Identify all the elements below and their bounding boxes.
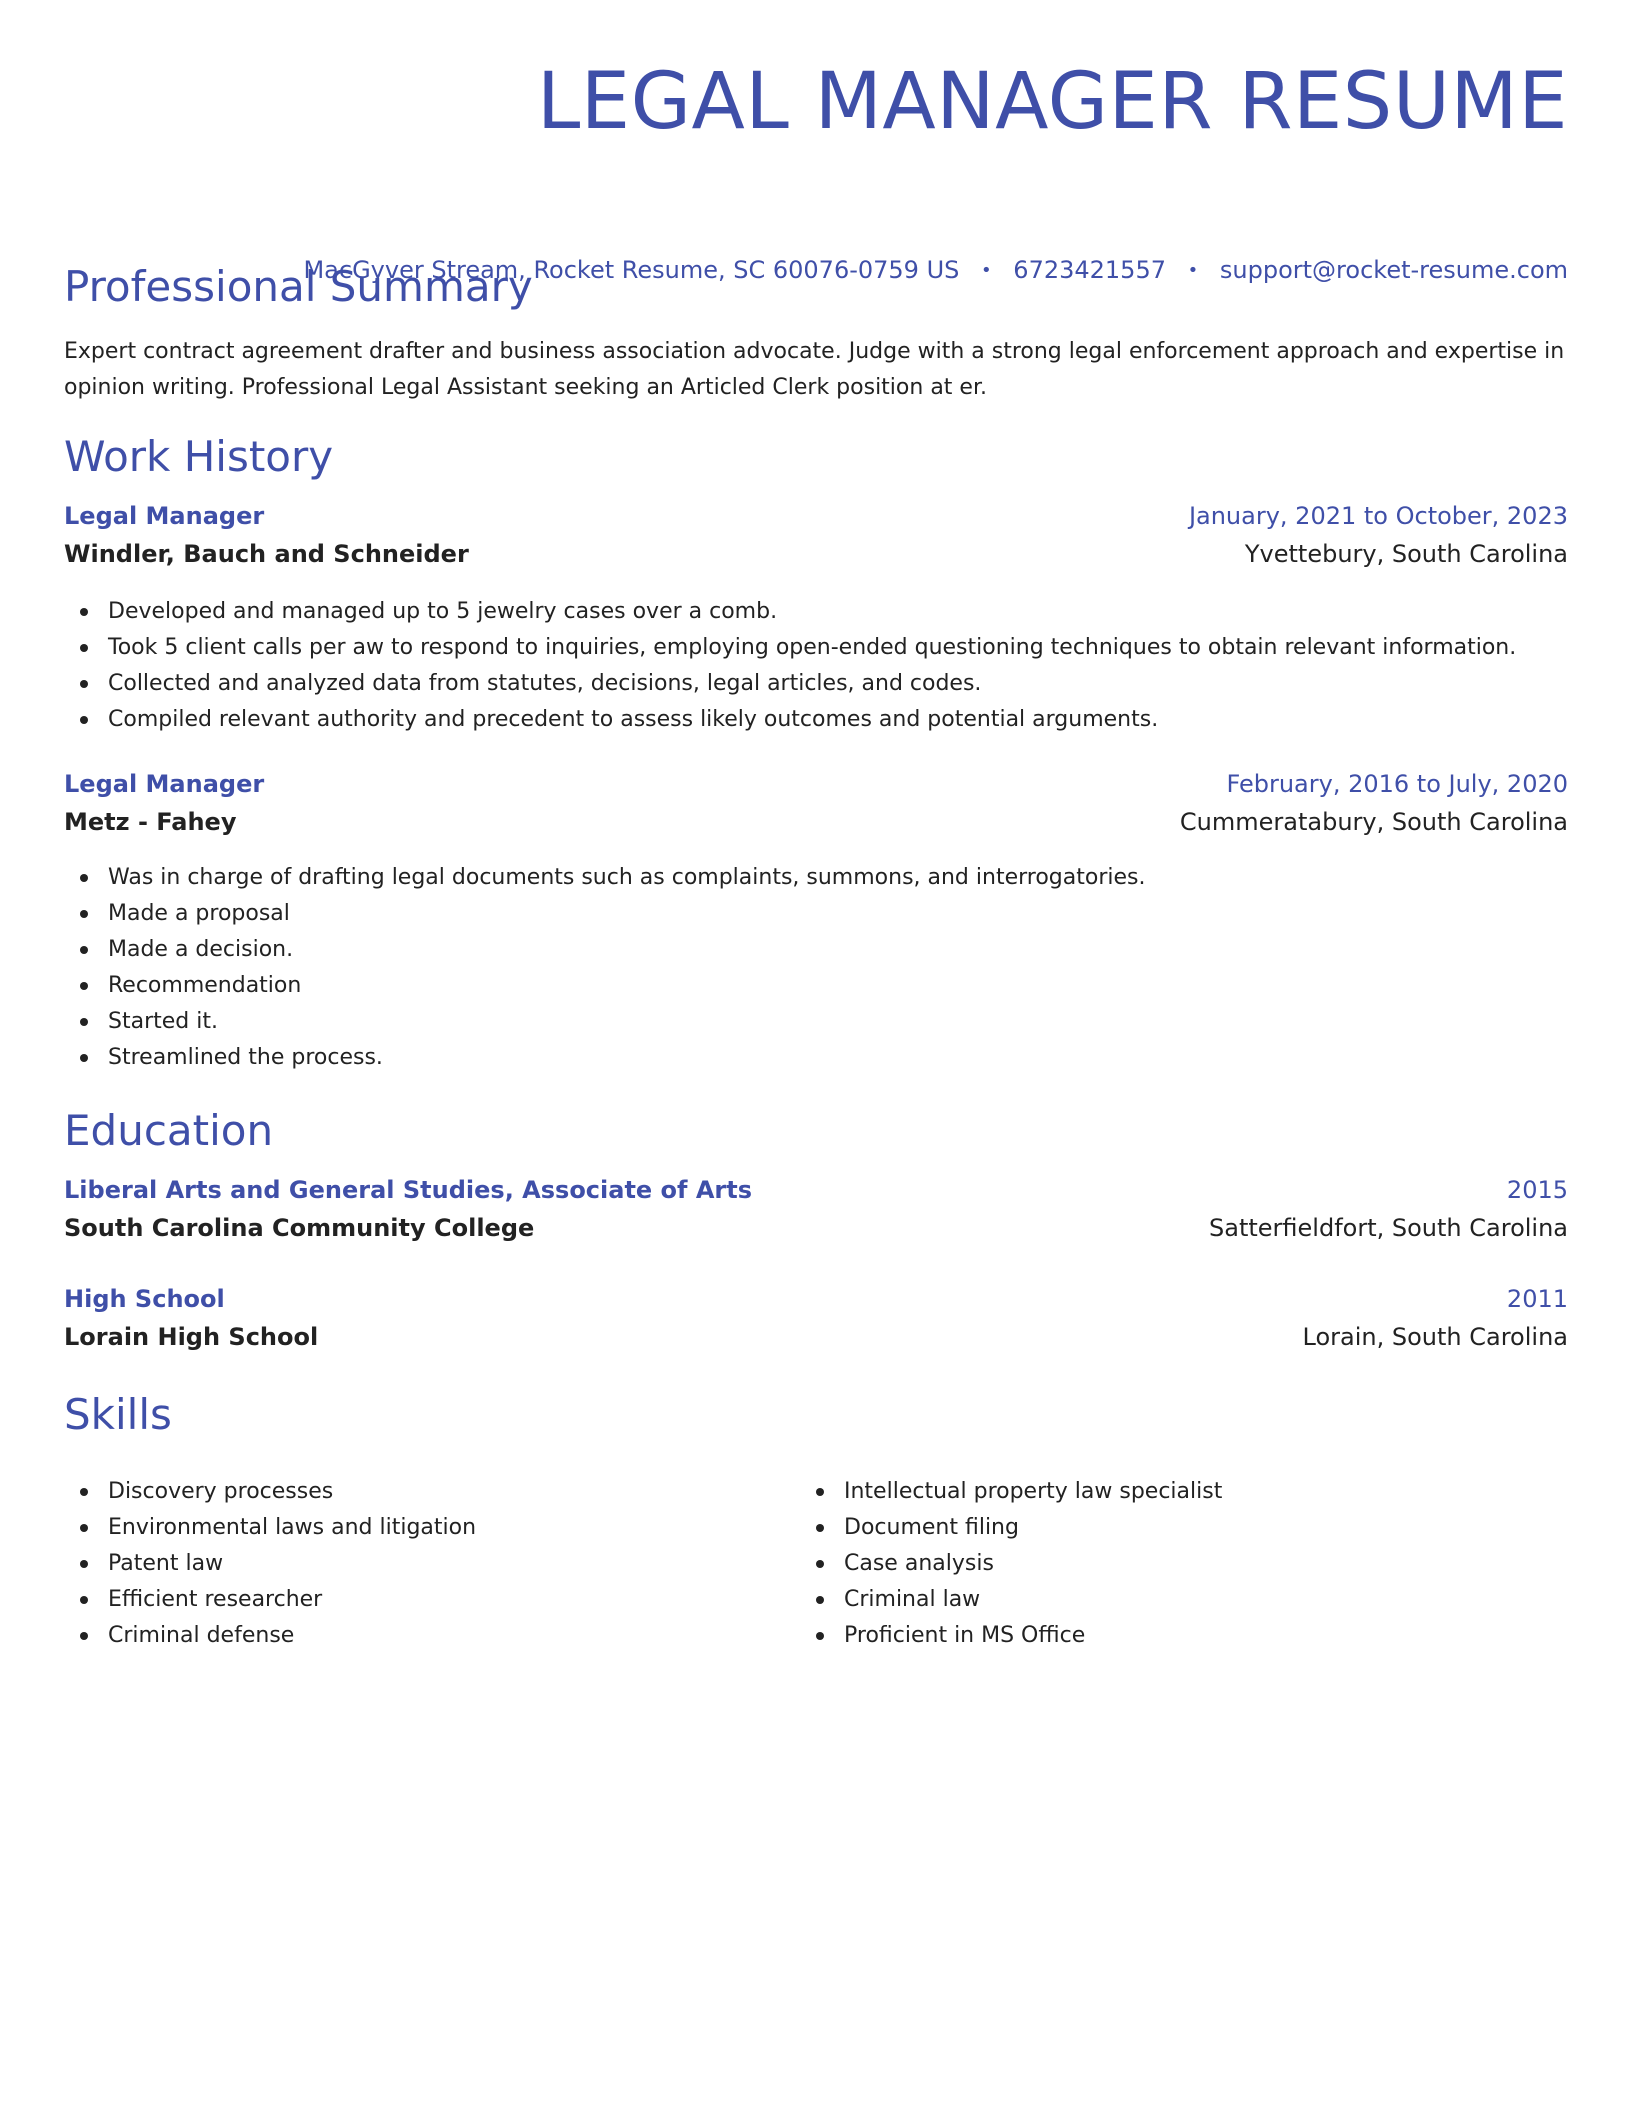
bullet-icon [816,1596,824,1604]
bullet-icon [816,1632,824,1640]
skill-text: Document filing [844,1515,1019,1540]
job-dates: January, 2021 to October, 2023 [1188,502,1568,530]
list-item [800,1582,1500,1618]
resume-title: LEGAL MANAGER RESUME [536,57,1568,147]
bullet-icon [816,1524,824,1532]
bullet-text: Was in charge of drafting legal documents such as complaints, summons, and interrogatories. [108,865,1146,890]
list-item [800,1510,1500,1546]
phone-text: 6723421557 [1013,256,1166,284]
bullet-icon [80,1632,88,1640]
bullet-text: Made a proposal [108,901,290,926]
bullet-icon [816,1488,824,1496]
summary-text: Expert contract agreement drafter and business association advocate. Judge with a strong legal enforcement approach and expertise in opinion writing. Professional Legal Assistant seeking an Articled Clerk position at er. [64,339,1565,400]
bullet-icon [80,680,88,688]
skill-text: Intellectual property law specialist [844,1479,1223,1504]
list-item [64,666,1568,702]
job-entry [64,502,1568,738]
skill-text: Criminal defense [108,1623,295,1648]
contact-separator: • [981,260,992,281]
skill-text: Efficient researcher [108,1587,323,1612]
bullet-icon [80,1054,88,1062]
list-item [64,1510,764,1546]
bullet-icon [80,1488,88,1496]
list-item [800,1618,1500,1654]
section-title-summary: Professional Summary [64,262,533,311]
section-title-education: Education [64,1106,274,1155]
skills-list [64,1474,764,1654]
degree-name: High School [64,1285,225,1313]
list-item [64,860,1568,896]
bullet-icon [80,716,88,724]
bullet-icon [80,608,88,616]
job-company: Metz - Fahey [64,808,237,836]
education-entry [64,1176,1568,1252]
degree-name: Liberal Arts and General Studies, Associate of Arts [64,1176,753,1204]
section-title-skills: Skills [64,1390,172,1439]
list-item [64,1546,764,1582]
bullet-text: Recommendation [108,973,302,998]
skill-text: Environmental laws and litigation [108,1515,477,1540]
list-item [64,968,1568,1004]
bullet-text: Started it. [108,1009,218,1034]
bullet-icon [80,874,88,882]
bullet-icon [80,1560,88,1568]
education-year: 2015 [1506,1176,1568,1204]
bullet-icon [80,644,88,652]
job-location: Yvettebury, South Carolina [1244,540,1568,568]
bullet-icon [80,1524,88,1532]
bullet-icon [80,1018,88,1026]
list-item [800,1474,1500,1510]
skill-text: Proficient in MS Office [844,1623,1086,1648]
job-bullet-list [64,594,1568,738]
list-item [64,1474,764,1510]
bullet-icon [816,1560,824,1568]
list-item [64,702,1568,738]
bullet-text: Collected and analyzed data from statutes, decisions, legal articles, and codes. [108,671,982,696]
bullet-icon [80,982,88,990]
skill-text: Case analysis [844,1551,994,1576]
job-role: Legal Manager [64,770,265,798]
education-year: 2011 [1506,1285,1568,1313]
list-item [64,1040,1568,1076]
list-item [64,1618,764,1654]
education-entry [64,1285,1568,1361]
list-item [64,932,1568,968]
bullet-icon [80,910,88,918]
skills-column-right [800,1474,1500,1654]
skills-list [800,1474,1500,1654]
job-bullet-list [64,860,1568,1076]
section-title-work-history: Work History [64,432,334,481]
job-location: Cummeratabury, South Carolina [1179,808,1568,836]
bullet-text: Took 5 client calls per aw to respond to inquiries, employing open-ended questioning techniques to obtain relevant information. [108,635,1517,660]
skill-text: Criminal law [844,1587,981,1612]
list-item [64,896,1568,932]
resume-page [64,0,1568,1648]
contact-separator: • [1187,260,1199,281]
job-role: Legal Manager [64,502,265,530]
bullet-text: Streamlined the process. [108,1045,383,1070]
bullet-icon [80,1596,88,1604]
bullet-text: Developed and managed up to 5 jewelry cases over a comb. [108,599,778,624]
bullet-text: Made a decision. [108,937,294,962]
bullet-text: Compiled relevant authority and precedent to assess likely outcomes and potential arguments. [108,707,1159,732]
job-dates: February, 2016 to July, 2020 [1226,770,1568,798]
email-link[interactable]: support@rocket-resume.com [1219,256,1568,284]
skill-text: Patent law [108,1551,224,1576]
list-item [64,1582,764,1618]
school-location: Lorain, South Carolina [1302,1323,1568,1351]
list-item [800,1546,1500,1582]
school-name: Lorain High School [64,1323,319,1351]
list-item [64,630,1568,666]
skills-column-left [64,1474,764,1654]
job-entry [64,770,1568,1076]
school-name: South Carolina Community College [64,1214,535,1242]
address-text: MacGyver Stream, Rocket Resume, SC 60076-0759 US [303,256,960,284]
school-location: Satterfieldfort, South Carolina [1209,1214,1568,1242]
skill-text: Discovery processes [108,1479,334,1504]
job-company: Windler, Bauch and Schneider [64,540,469,568]
list-item [64,1004,1568,1040]
bullet-icon [80,946,88,954]
list-item [64,594,1568,630]
